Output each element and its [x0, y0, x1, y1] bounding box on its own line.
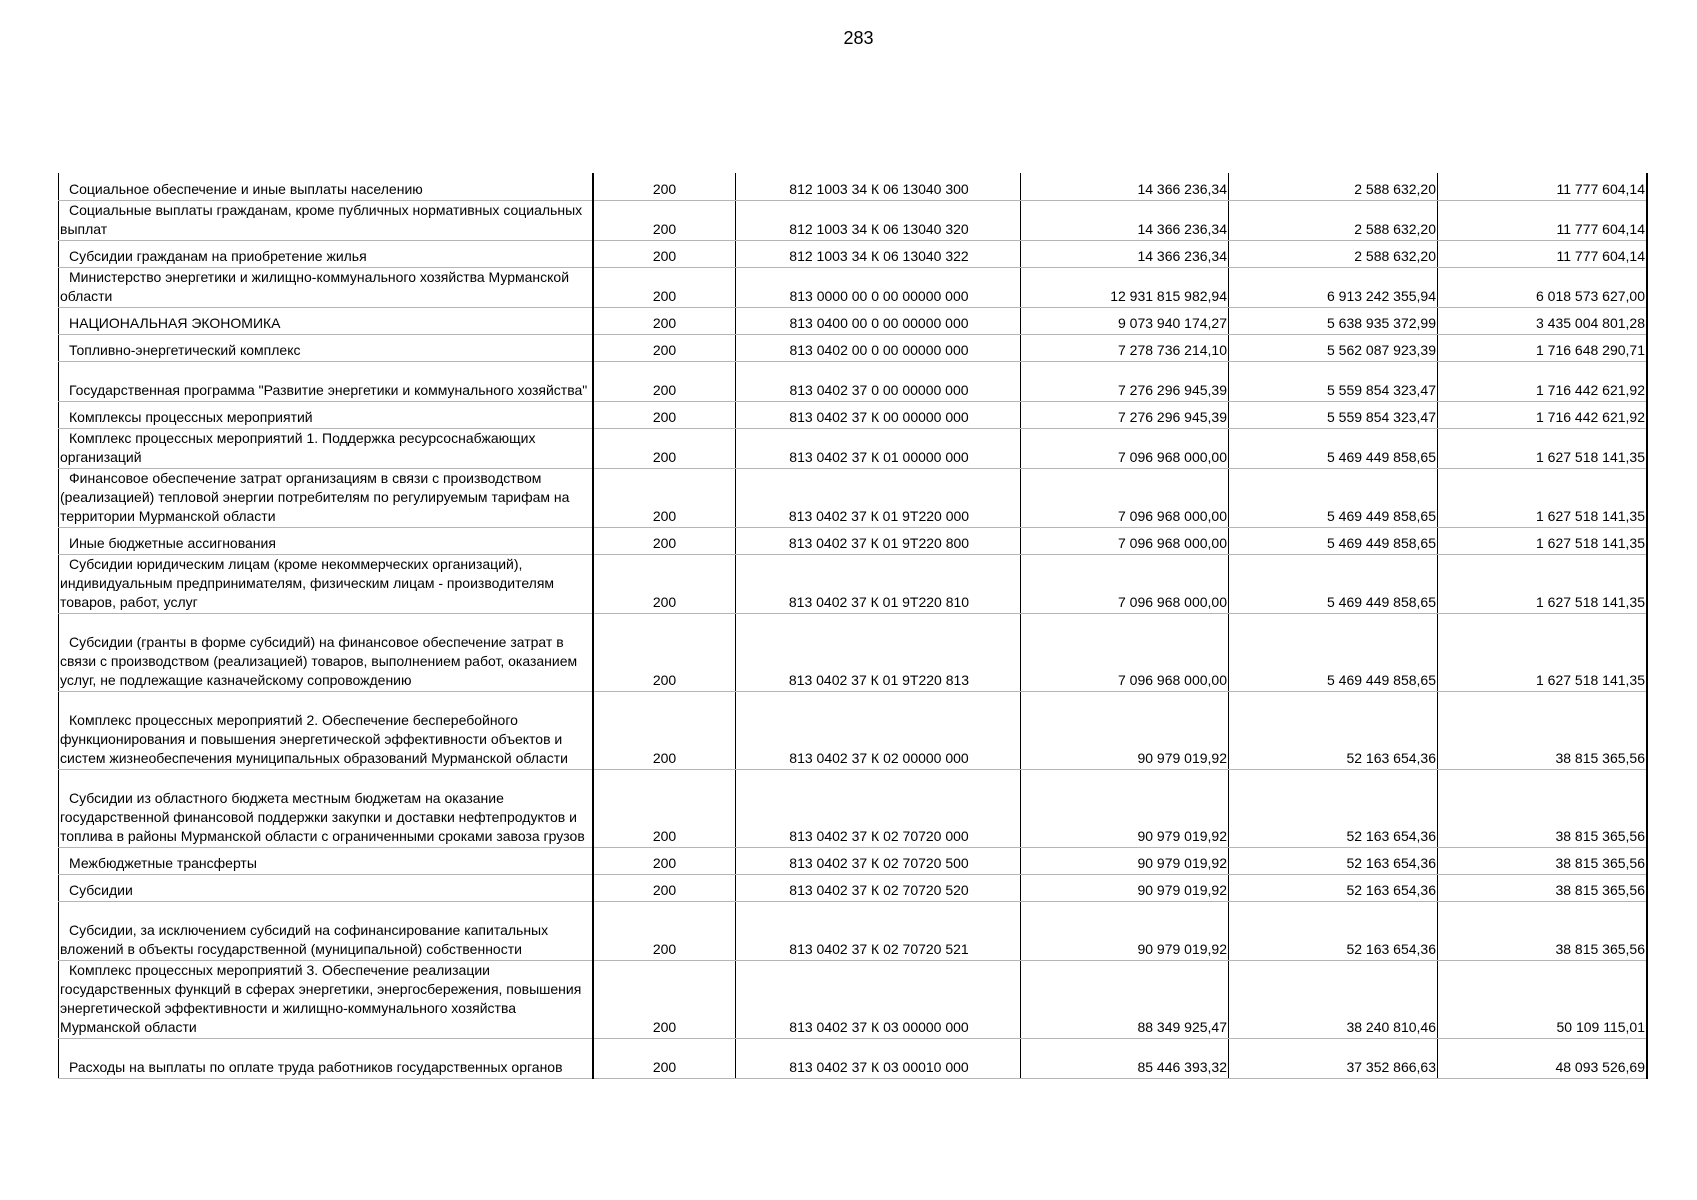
row-name: Комплекс процессных мероприятий 2. Обеспечение бесперебойного функционирования и повышения энергетической эффективности объектов и систем жизнеобеспечения муниципальных образований Мурманской области	[59, 691, 594, 769]
row-line-code: 200	[593, 874, 736, 901]
row-name: Социальные выплаты гражданам, кроме публичных нормативных социальных выплат	[59, 200, 594, 240]
table-row	[59, 428, 1648, 468]
row-remaining-amount: 1 627 518 141,35	[1438, 527, 1648, 554]
row-line-code: 200	[593, 334, 736, 361]
row-approved-amount: 88 349 925,47	[1021, 960, 1229, 1038]
row-approved-amount: 90 979 019,92	[1021, 691, 1229, 769]
row-executed-amount: 52 163 654,36	[1229, 847, 1438, 874]
row-approved-amount: 7 096 968 000,00	[1021, 468, 1229, 527]
row-line-code: 200	[593, 527, 736, 554]
row-executed-amount: 38 240 810,46	[1229, 960, 1438, 1038]
row-name: Комплекс процессных мероприятий 3. Обеспечение реализации государственных функций в сферах энергетики, энергосбережения, повышения энергетической эффективности и жилищно-коммунального хозяйства Мурманской области	[59, 960, 594, 1038]
row-approved-amount: 7 278 736 214,10	[1021, 334, 1229, 361]
row-approved-amount: 9 073 940 174,27	[1021, 307, 1229, 334]
row-name: НАЦИОНАЛЬНАЯ ЭКОНОМИКА	[59, 307, 594, 334]
row-budget-classification-code: 813 0402 37 К 02 70720 520	[736, 874, 1021, 901]
table-row	[59, 307, 1648, 334]
row-budget-classification-code: 812 1003 34 К 06 13040 322	[736, 240, 1021, 267]
row-remaining-amount: 38 815 365,56	[1438, 874, 1648, 901]
row-name: Государственная программа "Развитие энергетики и коммунального хозяйства"	[59, 361, 594, 401]
row-executed-amount: 52 163 654,36	[1229, 874, 1438, 901]
table-row	[59, 527, 1648, 554]
row-line-code: 200	[593, 240, 736, 267]
row-remaining-amount: 38 815 365,56	[1438, 691, 1648, 769]
budget-table-body	[59, 173, 1648, 1078]
row-name: Межбюджетные трансферты	[59, 847, 594, 874]
row-executed-amount: 6 913 242 355,94	[1229, 267, 1438, 307]
table-row	[59, 401, 1648, 428]
row-approved-amount: 90 979 019,92	[1021, 769, 1229, 847]
row-executed-amount: 5 469 449 858,65	[1229, 468, 1438, 527]
row-line-code: 200	[593, 361, 736, 401]
row-approved-amount: 12 931 815 982,94	[1021, 267, 1229, 307]
row-name: Расходы на выплаты по оплате труда работников государственных органов	[59, 1038, 594, 1078]
row-approved-amount: 14 366 236,34	[1021, 200, 1229, 240]
row-name: Комплексы процессных мероприятий	[59, 401, 594, 428]
row-line-code: 200	[593, 468, 736, 527]
row-budget-classification-code: 813 0400 00 0 00 00000 000	[736, 307, 1021, 334]
row-remaining-amount: 11 777 604,14	[1438, 173, 1648, 200]
row-budget-classification-code: 813 0402 37 К 00 00000 000	[736, 401, 1021, 428]
table-row	[59, 334, 1648, 361]
row-executed-amount: 37 352 866,63	[1229, 1038, 1438, 1078]
row-budget-classification-code: 813 0402 37 К 02 00000 000	[736, 691, 1021, 769]
row-approved-amount: 7 096 968 000,00	[1021, 554, 1229, 613]
row-executed-amount: 52 163 654,36	[1229, 691, 1438, 769]
row-budget-classification-code: 813 0402 37 К 03 00000 000	[736, 960, 1021, 1038]
table-row	[59, 691, 1648, 769]
row-name: Субсидии из областного бюджета местным бюджетам на оказание государственной финансовой поддержки закупки и доставки нефтепродуктов и топлива в районы Мурманской области с ограниченными сроками завоза грузов	[59, 769, 594, 847]
row-remaining-amount: 1 716 442 621,92	[1438, 401, 1648, 428]
row-line-code: 200	[593, 960, 736, 1038]
row-name: Топливно-энергетический комплекс	[59, 334, 594, 361]
row-budget-classification-code: 813 0402 37 К 01 00000 000	[736, 428, 1021, 468]
row-budget-classification-code: 813 0402 37 К 02 70720 500	[736, 847, 1021, 874]
row-name: Субсидии	[59, 874, 594, 901]
row-approved-amount: 7 276 296 945,39	[1021, 401, 1229, 428]
table-row	[59, 468, 1648, 527]
row-line-code: 200	[593, 307, 736, 334]
row-budget-classification-code: 812 1003 34 К 06 13040 300	[736, 173, 1021, 200]
row-approved-amount: 7 096 968 000,00	[1021, 527, 1229, 554]
row-line-code: 200	[593, 554, 736, 613]
row-approved-amount: 90 979 019,92	[1021, 874, 1229, 901]
table-row	[59, 361, 1648, 401]
row-remaining-amount: 38 815 365,56	[1438, 769, 1648, 847]
row-remaining-amount: 50 109 115,01	[1438, 960, 1648, 1038]
row-remaining-amount: 1 627 518 141,35	[1438, 428, 1648, 468]
row-approved-amount: 90 979 019,92	[1021, 901, 1229, 960]
row-approved-amount: 7 096 968 000,00	[1021, 428, 1229, 468]
row-name: Министерство энергетики и жилищно-коммунального хозяйства Мурманской области	[59, 267, 594, 307]
row-executed-amount: 5 559 854 323,47	[1229, 361, 1438, 401]
table-row	[59, 240, 1648, 267]
row-approved-amount: 85 446 393,32	[1021, 1038, 1229, 1078]
row-approved-amount: 7 276 296 945,39	[1021, 361, 1229, 401]
table-row	[59, 874, 1648, 901]
row-executed-amount: 5 562 087 923,39	[1229, 334, 1438, 361]
row-executed-amount: 5 469 449 858,65	[1229, 554, 1438, 613]
row-remaining-amount: 1 716 442 621,92	[1438, 361, 1648, 401]
row-remaining-amount: 1 716 648 290,71	[1438, 334, 1648, 361]
row-name: Субсидии гражданам на приобретение жилья	[59, 240, 594, 267]
row-remaining-amount: 38 815 365,56	[1438, 901, 1648, 960]
row-approved-amount: 14 366 236,34	[1021, 173, 1229, 200]
row-executed-amount: 52 163 654,36	[1229, 769, 1438, 847]
row-budget-classification-code: 813 0402 37 К 01 9Т220 813	[736, 613, 1021, 691]
row-executed-amount: 2 588 632,20	[1229, 240, 1438, 267]
row-name: Иные бюджетные ассигнования	[59, 527, 594, 554]
table-row	[59, 960, 1648, 1038]
table-row	[59, 173, 1648, 200]
row-name: Субсидии, за исключением субсидий на софинансирование капитальных вложений в объекты государственной (муниципальной) собственности	[59, 901, 594, 960]
row-executed-amount: 5 469 449 858,65	[1229, 527, 1438, 554]
row-budget-classification-code: 813 0402 37 К 01 9Т220 800	[736, 527, 1021, 554]
row-budget-classification-code: 812 1003 34 К 06 13040 320	[736, 200, 1021, 240]
row-executed-amount: 5 469 449 858,65	[1229, 428, 1438, 468]
row-remaining-amount: 6 018 573 627,00	[1438, 267, 1648, 307]
table-row	[59, 1038, 1648, 1078]
table-row	[59, 200, 1648, 240]
row-name: Финансовое обеспечение затрат организациям в связи с производством (реализацией) тепловой энергии потребителям по регулируемым тарифам на территории Мурманской области	[59, 468, 594, 527]
row-executed-amount: 52 163 654,36	[1229, 901, 1438, 960]
row-line-code: 200	[593, 691, 736, 769]
row-remaining-amount: 11 777 604,14	[1438, 240, 1648, 267]
row-line-code: 200	[593, 267, 736, 307]
row-budget-classification-code: 813 0402 00 0 00 00000 000	[736, 334, 1021, 361]
row-name: Субсидии юридическим лицам (кроме некоммерческих организаций), индивидуальным предпринимателям, физическим лицам - производителям товаров, работ, услуг	[59, 554, 594, 613]
row-line-code: 200	[593, 847, 736, 874]
row-remaining-amount: 38 815 365,56	[1438, 847, 1648, 874]
row-remaining-amount: 3 435 004 801,28	[1438, 307, 1648, 334]
row-remaining-amount: 1 627 518 141,35	[1438, 613, 1648, 691]
row-budget-classification-code: 813 0402 37 К 01 9Т220 000	[736, 468, 1021, 527]
row-budget-classification-code: 813 0402 37 0 00 00000 000	[736, 361, 1021, 401]
row-approved-amount: 90 979 019,92	[1021, 847, 1229, 874]
row-budget-classification-code: 813 0000 00 0 00 00000 000	[736, 267, 1021, 307]
row-approved-amount: 7 096 968 000,00	[1021, 613, 1229, 691]
table-row	[59, 901, 1648, 960]
table-row	[59, 847, 1648, 874]
row-name: Комплекс процессных мероприятий 1. Поддержка ресурсоснабжающих организаций	[59, 428, 594, 468]
budget-table	[58, 173, 1648, 1079]
row-line-code: 200	[593, 401, 736, 428]
row-budget-classification-code: 813 0402 37 К 03 00010 000	[736, 1038, 1021, 1078]
row-executed-amount: 5 638 935 372,99	[1229, 307, 1438, 334]
row-name: Социальное обеспечение и иные выплаты населению	[59, 173, 594, 200]
table-row	[59, 613, 1648, 691]
page-number: 283	[843, 28, 874, 48]
row-line-code: 200	[593, 769, 736, 847]
table-row	[59, 267, 1648, 307]
row-executed-amount: 2 588 632,20	[1229, 173, 1438, 200]
row-remaining-amount: 48 093 526,69	[1438, 1038, 1648, 1078]
row-approved-amount: 14 366 236,34	[1021, 240, 1229, 267]
row-remaining-amount: 11 777 604,14	[1438, 200, 1648, 240]
row-line-code: 200	[593, 901, 736, 960]
row-line-code: 200	[593, 428, 736, 468]
row-line-code: 200	[593, 200, 736, 240]
row-name: Субсидии (гранты в форме субсидий) на финансовое обеспечение затрат в связи с производством (реализацией) товаров, выполнением работ, оказанием услуг, не подлежащие казначейскому сопровождению	[59, 613, 594, 691]
row-executed-amount: 2 588 632,20	[1229, 200, 1438, 240]
table-row	[59, 769, 1648, 847]
row-line-code: 200	[593, 613, 736, 691]
row-budget-classification-code: 813 0402 37 К 02 70720 000	[736, 769, 1021, 847]
row-executed-amount: 5 469 449 858,65	[1229, 613, 1438, 691]
row-remaining-amount: 1 627 518 141,35	[1438, 554, 1648, 613]
row-line-code: 200	[593, 173, 736, 200]
row-budget-classification-code: 813 0402 37 К 01 9Т220 810	[736, 554, 1021, 613]
row-budget-classification-code: 813 0402 37 К 02 70720 521	[736, 901, 1021, 960]
table-row	[59, 554, 1648, 613]
row-remaining-amount: 1 627 518 141,35	[1438, 468, 1648, 527]
row-line-code: 200	[593, 1038, 736, 1078]
row-executed-amount: 5 559 854 323,47	[1229, 401, 1438, 428]
